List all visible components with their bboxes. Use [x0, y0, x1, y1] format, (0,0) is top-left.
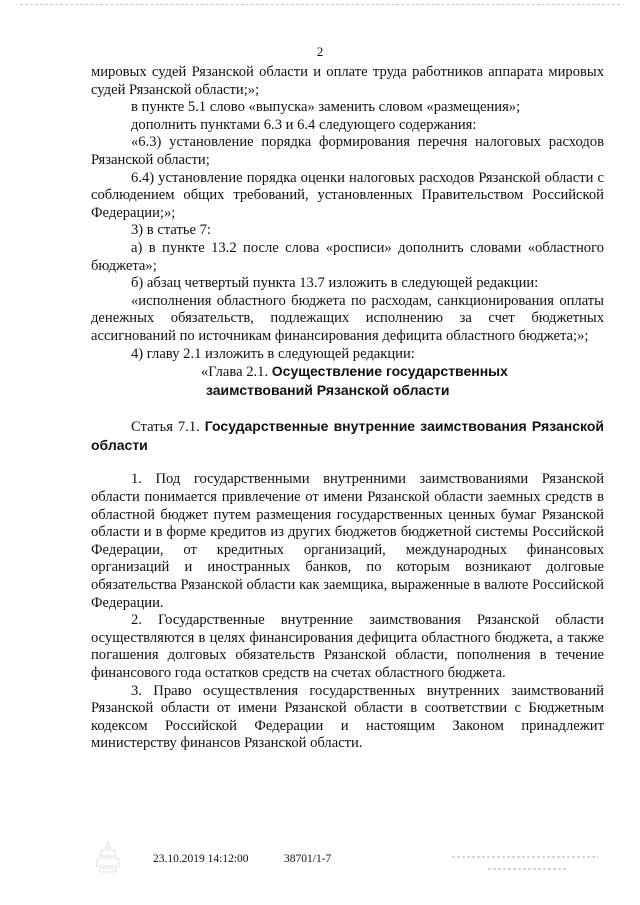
footer: [0, 853, 640, 893]
article-title-text: Государственные внутренние заимствования Рязанской области: [91, 418, 605, 453]
paragraph: «исполнения областного бюджета по расходам, санкционирования оплаты денежных обязательств, подлежащих исполнению за счет бюджетных ассигнований по источникам финансирования дефицита областного бюджета;»;: [91, 292, 604, 344]
paragraph: в пункте 5.1 слово «выпуска» заменить словом «размещения»;: [131, 99, 521, 116]
footer-datetime: 23.10.2019 14:12:00: [153, 853, 249, 865]
document-body: [91, 64, 604, 753]
paragraph-continued: мировых судей Рязанской области и оплате труда работников аппарата мировых судей Рязанской области;»;: [91, 64, 604, 98]
chapter-prefix: «Глава 2.1.: [201, 364, 269, 381]
chapter-title: [91, 363, 604, 399]
paragraph: дополнить пунктами 6.3 и 6.4 следующего содержания:: [131, 116, 477, 133]
chapter-heading-line: [91, 363, 604, 382]
paragraph: а) в пункте 13.2 после слова «росписи» дополнить словами «областного бюджета»;: [91, 239, 604, 274]
paragraph: б) абзац четвертый пункта 13.7 изложить в следующей редакции:: [131, 275, 539, 292]
chapter-title-line2: заимствований Рязанской области: [206, 381, 450, 398]
article-paragraph: 2. Государственные внутренние заимствования Рязанской области осуществляются в целях финансирования дефицита областного бюджета, а также погашения долговых обязательств Рязанской области, пополнения в течение финансового года остатков средств на счетах областного бюджета.: [91, 612, 604, 681]
page-number: 2: [316, 44, 324, 59]
footer-doc-number: 38701/1-7: [284, 853, 332, 865]
paragraph: 3) в статье 7:: [131, 222, 211, 239]
paragraph: 4) главу 2.1 изложить в следующей редакции:: [131, 345, 415, 362]
article-title: [91, 418, 604, 455]
article-paragraph: 3. Право осуществления государственных внутренних заимствований Рязанской области от имени Рязанской области в соответствии с Бюджетным кодексом Российской Федерации и настоящим Законом принадлежит министерству финансов Рязанской области.: [91, 682, 604, 752]
chapter-title-line1: Осуществление государственных: [271, 363, 508, 380]
paragraph: 6.4) установление порядка оценки налоговых расходов Рязанской области с соблюдением общих требований, установленных Правительством Российской Федерации;»;: [91, 169, 604, 221]
paragraph: «6.3) установление порядка формирования перечня налоговых расходов Рязанской области;: [91, 134, 604, 168]
article-prefix: Статья 7.1.: [131, 419, 200, 436]
spacer: [91, 455, 604, 471]
article-paragraph: 1. Под государственными внутренними заимствованиями Рязанской области понимается привлечение от имени Рязанской области заемных средств в областной бюджет путем размещения государственных ценных бумаг Рязанской области и в форме кредитов из других бюджетов бюджетной системы Российской Федерации, от кредитных организаций, международных финансовых организаций и иностранных банков, по которым возникают долговые обязательства Рязанской области как заемщика, выраженные в валюте Российской Федерации.: [91, 471, 604, 611]
scan-artifact-top: [20, 4, 620, 8]
